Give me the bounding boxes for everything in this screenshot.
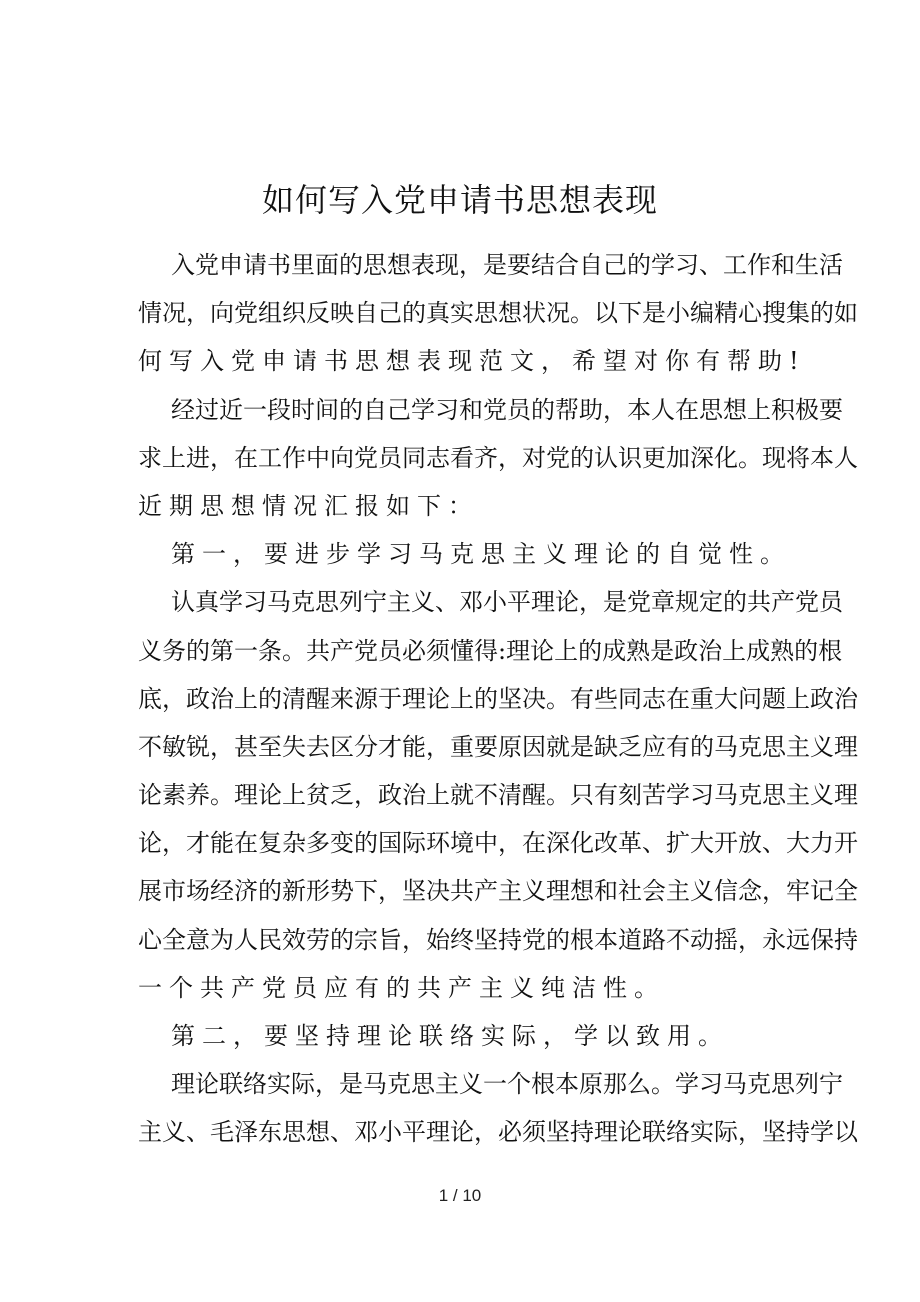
text-line: 求上进，在工作中向党员同志看齐，对党的认识更加深化。现将本人 xyxy=(138,443,858,472)
text-line: 理论联络实际，是马克思主义一个根本原那么。学习马克思列宁 xyxy=(171,1070,843,1099)
page-number: 1 / 10 xyxy=(438,1186,482,1205)
text-line: 情况，向党组织反映自己的真实思想状况。以下是小编精心搜集的如 xyxy=(138,299,858,328)
text-line: 义务的第一条。共产党员必须懂得:理论上的成熟是政治上成熟的根 xyxy=(138,636,843,665)
text-line: 论素养。理论上贫乏，政治上就不清醒。只有刻苦学习马克思主义理 xyxy=(138,781,858,810)
text-line: 何写入党申请书思想表现范文，希望对你有帮助! xyxy=(138,347,806,376)
text-line: 认真学习马克思列宁主义、邓小平理论，是党章规定的共产党员 xyxy=(171,588,843,617)
paragraph xyxy=(138,1012,790,1060)
text-line: 经过近一段时间的自己学习和党员的帮助，本人在思想上积极要 xyxy=(171,395,843,424)
text-line: 不敏锐，甚至失去区分才能，重要原因就是缺乏应有的马克思主义理 xyxy=(138,732,858,761)
text-line: 近期思想情况汇报如下： xyxy=(138,491,479,520)
document-body xyxy=(138,241,858,1157)
text-line: 第一，要进步学习马克思主义理论的自觉性。 xyxy=(171,540,791,569)
text-line: 底，政治上的清醒来源于理论上的坚决。有些同志在重大问题上政治 xyxy=(138,684,858,713)
paragraph xyxy=(138,530,790,578)
paragraph xyxy=(138,1060,858,1156)
paragraph xyxy=(138,578,858,1012)
paragraph xyxy=(138,241,858,386)
text-line: 一个共产党员应有的共产主义纯洁性。 xyxy=(138,973,665,1002)
text-line: 主义、毛泽东思想、邓小平理论，必须坚持理论联络实际，坚持学以 xyxy=(138,1118,858,1147)
text-line: 心全意为人民效劳的宗旨，始终坚持党的根本道路不动摇，永远保持 xyxy=(138,925,858,954)
text-line: 论，才能在复杂多变的国际环境中，在深化改革、扩大开放、大力开 xyxy=(138,829,858,858)
document-title: 如何写入党申请书思想表现 xyxy=(261,181,658,219)
text-line: 第二，要坚持理论联络实际，学以致用。 xyxy=(171,1022,729,1050)
text-line: 展市场经济的新形势下，坚决共产主义理想和社会主义信念，牢记全 xyxy=(138,877,858,906)
text-line: 入党申请书里面的思想表现，是要结合自己的学习、工作和生活 xyxy=(171,251,843,279)
paragraph xyxy=(138,386,858,531)
